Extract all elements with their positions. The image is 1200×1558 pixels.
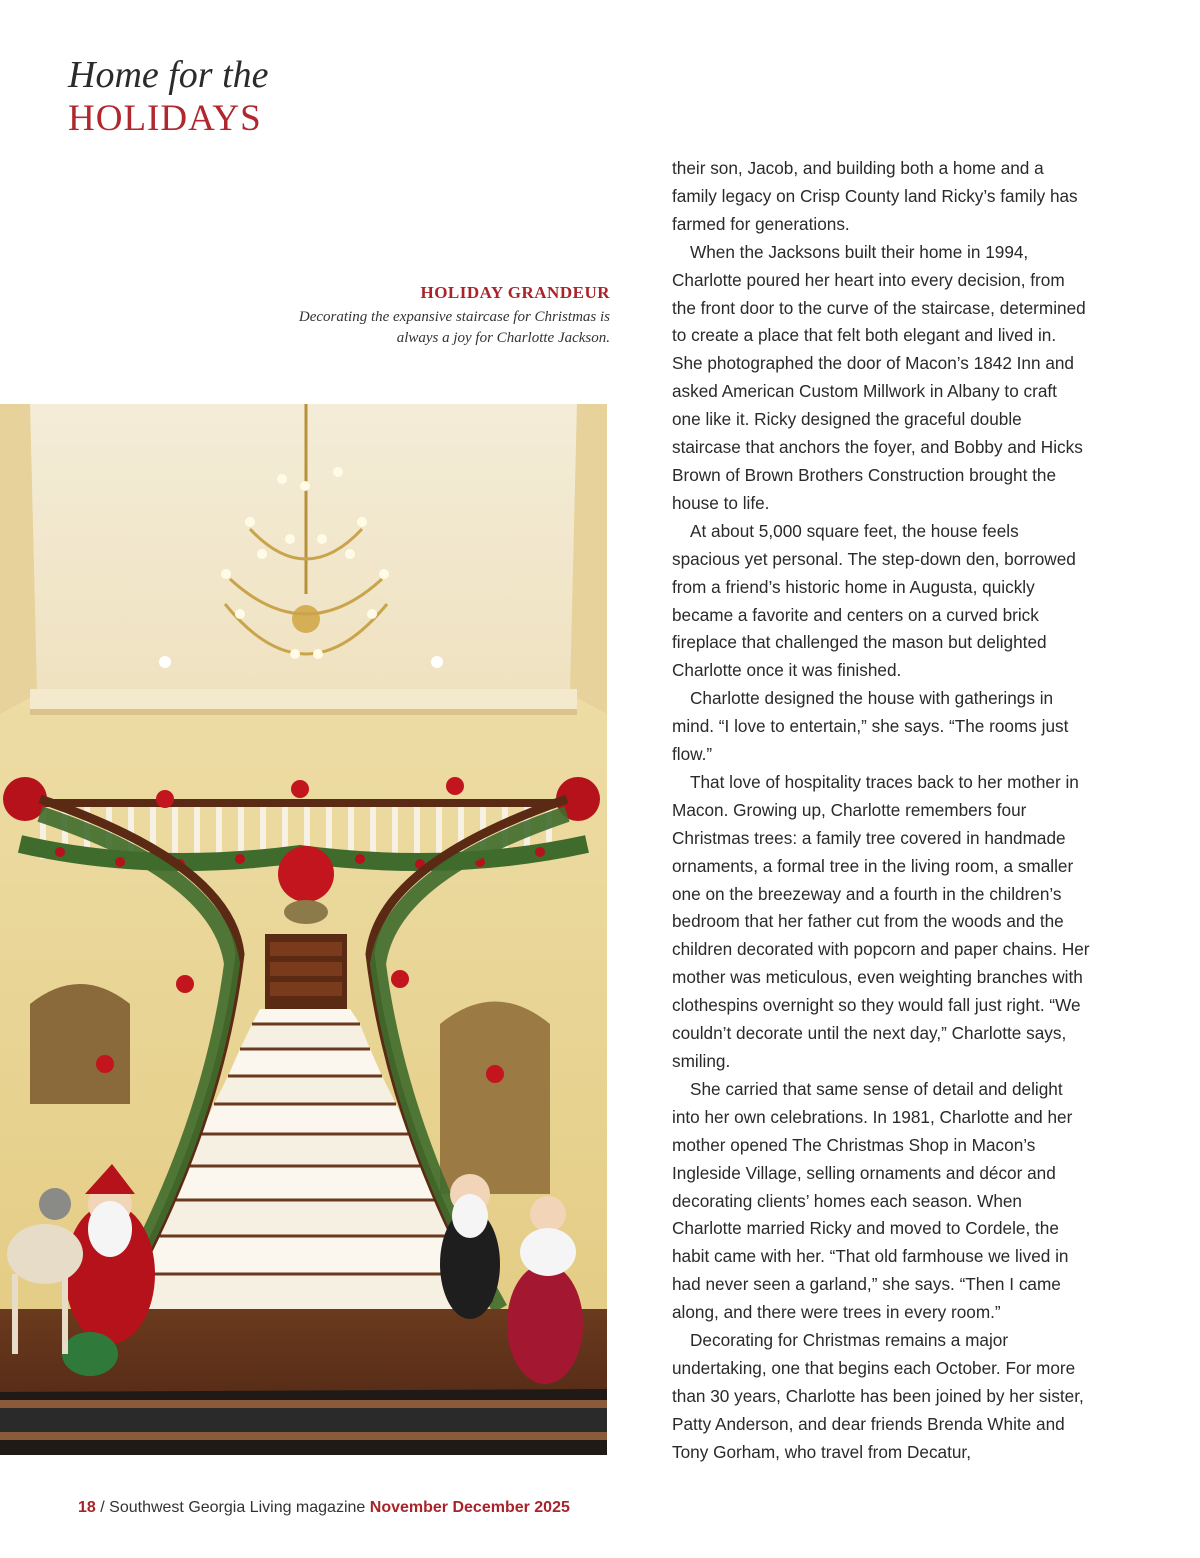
staircase-photo <box>0 404 607 1455</box>
article-body <box>672 155 1090 1467</box>
issue-date: November December 2025 <box>369 1499 570 1516</box>
caption-text <box>250 307 610 349</box>
caption-title: HOLIDAY GRANDEUR <box>420 283 610 302</box>
article-paragraph: Decorating for Christmas remains a major undertaking, one that begins each October. For more than 30 years, Charlotte has been joined by her sister, Patty Anderson, and dear friends Brenda White and Tony Gorham, who travel from Decatur, <box>672 1330 1084 1462</box>
footer-separator: / <box>100 1499 105 1516</box>
publication-name: Southwest Georgia Living magazine <box>109 1499 366 1516</box>
article-paragraph: When the Jacksons built their home in 1994, Charlotte poured her heart into every decision, from the front door to the curve of the staircase, determined to create a place that felt both elegant and lived in. She photographed the door of Macon’s 1842 Inn and asked American Custom Millwork in Albany to craft one like it. Ricky designed the graceful double staircase that anchors the foyer, and Bobby and Hicks Brown of Brown Brothers Construction brought the house to life. <box>672 241 1086 513</box>
section-kicker-script: Home for the <box>68 54 269 96</box>
caption-line-2: always a joy for Charlotte Jackson. <box>396 330 610 346</box>
page-footer <box>78 1499 570 1517</box>
article-paragraph: Charlotte designed the house with gatherings in mind. “I love to entertain,” she says. “The rooms just flow.” <box>672 688 1069 765</box>
page-number: 18 <box>78 1499 96 1516</box>
photo-caption <box>250 283 610 349</box>
article-paragraph: their son, Jacob, and building both a home and a family legacy on Crisp County land Ricky’s family has farmed for generations. <box>672 158 1078 234</box>
article-paragraph: That love of hospitality traces back to her mother in Macon. Growing up, Charlotte remembers four Christmas trees: a family tree covered in handmade ornaments, a formal tree in the living room, a smaller one on the breezeway and a fourth in the children’s bedroom that her father cut from the woods and the children decorated with popcorn and paper chains. Her mother was meticulous, even weighting branches with clothespins overnight so they would fall just right. “We couldn’t decorate until the next day,” Charlotte says, smiling. <box>672 771 1090 1071</box>
article-paragraph: At about 5,000 square feet, the house feels spacious yet personal. The step-down den, borrowed from a friend’s historic home in Augusta, quickly became a favorite and centers on a curved brick fireplace that challenged the mason but delighted Charlotte once it was finished. <box>672 520 1076 681</box>
caption-line-1: Decorating the expansive staircase for Christmas is <box>298 309 610 325</box>
section-kicker-caps: HOLIDAYS <box>68 98 262 139</box>
article-paragraph: She carried that same sense of detail and delight into her own celebrations. In 1981, Charlotte and her mother opened The Christmas Shop in Macon’s Ingleside Village, selling ornaments and décor and decorating clients’ homes each season. When Charlotte married Ricky and moved to Cordele, the habit came with her. “That old farmhouse we lived in had never seen a garland,” she says. “Then I came along, and there were trees in every room.” <box>672 1078 1073 1323</box>
